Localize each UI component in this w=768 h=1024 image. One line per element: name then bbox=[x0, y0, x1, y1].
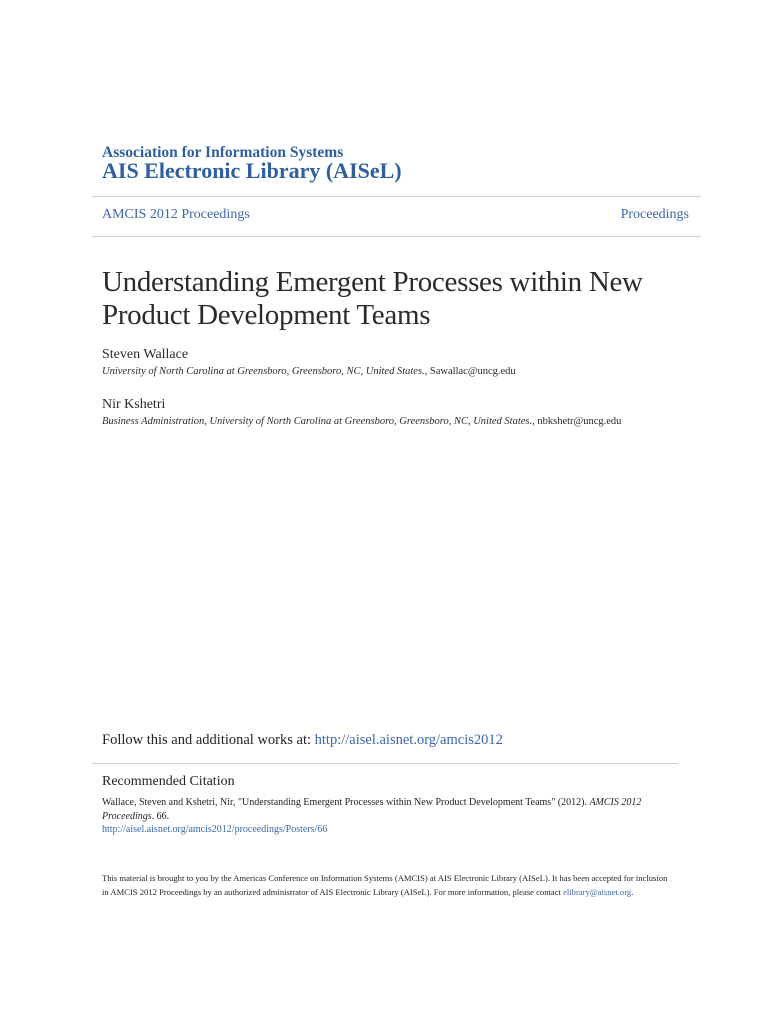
author-affiliation bbox=[102, 416, 621, 427]
affiliation-text: Business Administration, University of North Carolina at Greensboro, Greensboro, NC, United States. bbox=[102, 416, 533, 427]
citation-text bbox=[102, 796, 672, 824]
follow-url-link[interactable]: http://aisel.aisnet.org/amcis2012 bbox=[314, 732, 503, 748]
proceedings-collection-link[interactable]: AMCIS 2012 Proceedings bbox=[102, 207, 250, 222]
citation-plain: Wallace, Steven and Kshetri, Nir, "Understanding Emergent Processes within New Product Development Teams" (2012). bbox=[102, 797, 590, 808]
nav-divider bbox=[92, 236, 701, 237]
citation-venue: AMCIS 2012 Proceedings bbox=[102, 797, 642, 822]
recommended-citation-heading: Recommended Citation bbox=[102, 774, 235, 789]
author-email: , nbkshetr@uncg.edu bbox=[532, 416, 622, 427]
citation-divider bbox=[92, 763, 678, 764]
paper-title-line-2: Product Development Teams bbox=[102, 299, 431, 331]
author-affiliation bbox=[102, 366, 516, 377]
paper-title-line-1: Understanding Emergent Processes within New bbox=[102, 266, 643, 298]
footer-notice bbox=[102, 871, 672, 899]
citation-tail: . 66. bbox=[151, 811, 170, 822]
author-block bbox=[102, 397, 621, 427]
footer-tail: . bbox=[631, 887, 634, 897]
paper-title bbox=[102, 266, 692, 332]
contact-email-link[interactable]: elibrary@aisnet.org bbox=[563, 887, 632, 897]
author-block bbox=[102, 347, 516, 377]
header-divider bbox=[92, 196, 701, 197]
author-name: Steven Wallace bbox=[102, 347, 189, 362]
author-name: Nir Kshetri bbox=[102, 397, 166, 412]
org-name[interactable]: Association for Information Systems bbox=[102, 144, 344, 161]
library-name[interactable]: AIS Electronic Library (AISeL) bbox=[102, 158, 402, 183]
follow-line bbox=[102, 732, 503, 749]
author-email: , Sawallac@uncg.edu bbox=[424, 366, 516, 377]
citation-url-link[interactable]: http://aisel.aisnet.org/amcis2012/proceedings/Posters/66 bbox=[102, 824, 328, 835]
follow-text: Follow this and additional works at: bbox=[102, 732, 315, 748]
footer-text: This material is brought to you by the Americas Conference on Information Systems (AMCIS) at AIS Electronic Library (AISeL). It has been accepted for inclusion in AMCIS 2012 Proceedings by an authorized administrator of AIS Electronic Library (AISeL). For more information, please contact bbox=[102, 873, 668, 897]
proceedings-link[interactable]: Proceedings bbox=[620, 207, 689, 222]
affiliation-text: University of North Carolina at Greensboro, Greensboro, NC, United States. bbox=[102, 366, 425, 377]
